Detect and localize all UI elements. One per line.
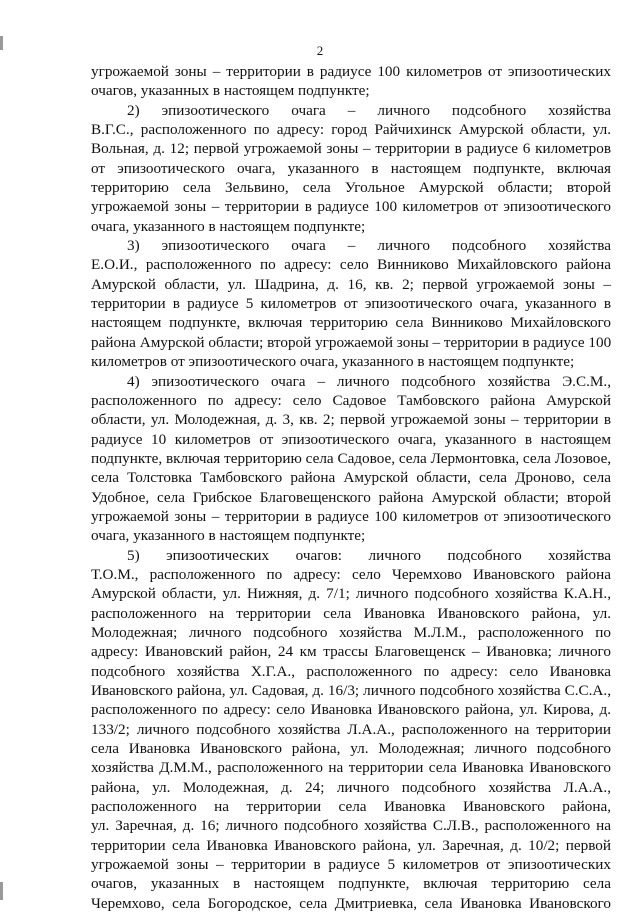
text-line: села Толстовка Тамбовского района Амурской области, села Дроново, села: [91, 469, 611, 487]
text-line: очагов, указанных в настоящем подпункте;: [91, 82, 370, 100]
text-line: радиусе 10 километров от эпизоотического очага, указанного в настоящем: [91, 430, 611, 448]
text-line: Амурской области, ул. Нижняя, д. 7/1; личного подсобного хозяйства К.А.Н.,: [91, 585, 611, 603]
text-line: угрожаемой зоны – территории в радиусе 100 километров от эпизоотических: [91, 63, 611, 80]
text-line: расположенного на территории села Ивановка Ивановского района, ул.: [91, 604, 611, 622]
text-line: километров от эпизоотического очага, указанного в настоящем подпункте;: [91, 353, 575, 371]
text-line: области, ул. Молодежная, д. 3, кв. 2; первой угрожаемой зоны – территории в: [91, 411, 611, 429]
text-line: Ивановского района, ул. Садовая, д. 16/3; личного подсобного хозяйства С.С.А.,: [91, 682, 611, 699]
text-line: В.Г.С., расположенного по адресу: город Райчихинск Амурской области, ул.: [91, 121, 611, 139]
document-body: [91, 62, 611, 913]
page-number: 2: [316, 43, 324, 58]
text-line: Молодежная; личного подсобного хозяйства М.Л.М., расположенного по: [91, 623, 611, 641]
text-line: района, ул. Молодежная, д. 24; личного подсобного хозяйства Л.А.А.,: [91, 778, 611, 796]
text-line: очага, указанного в настоящем подпункте;: [91, 527, 366, 545]
text-line: территории в радиусе 5 километров от эпизоотического очага, указанного в: [91, 295, 611, 313]
text-line: территории села Ивановка Ивановского района, ул. Заречная, д. 10/2; первой: [91, 836, 611, 854]
text-line: расположенного на территории села Ивановка Ивановского района,: [91, 798, 611, 816]
text-line: 2) эпизоотического очага – личного подсобного хозяйства: [127, 101, 611, 119]
text-line: адресу: Ивановский район, 24 км трассы Благовещенск – Ивановка; личного: [91, 643, 611, 661]
text-line: угрожаемой зоны – территории в радиусе 100 километров от эпизоотического: [91, 507, 611, 525]
text-line: хозяйства Д.М.М., расположенного на территории села Ивановка Ивановского: [91, 759, 611, 777]
text-line: очагов, указанных в настоящем подпункте, включая территорию села: [91, 875, 611, 893]
text-line: ул. Заречная, д. 16; личного подсобного хозяйства С.Л.В., расположенного на: [91, 817, 611, 835]
text-line: расположенного по адресу: село Ивановка Ивановского района, ул. Кирова, д.: [91, 701, 611, 719]
text-line: подпункте, включая территорию села Садовое, села Лермонтовка, села Лозовое,: [91, 449, 612, 467]
text-line: 4) эпизоотического очага – личного подсобного хозяйства Э.С.М.,: [127, 372, 611, 390]
text-line: Амурской области, ул. Шадрина, д. 16, кв. 2; первой угрожаемой зоны –: [91, 275, 611, 293]
text-line: 133/2; личного подсобного хозяйства Л.А.А., расположенного на территории: [91, 720, 611, 738]
text-line: подсобного хозяйства Х.Г.А., расположенного по адресу: село Ивановка: [91, 662, 611, 680]
text-line: очага, указанного в настоящем подпункте;: [91, 217, 366, 235]
text-line: Т.О.М., расположенного по адресу: село Черемхово Ивановского района: [91, 565, 611, 583]
text-line: 3) эпизоотического очага – личного подсобного хозяйства: [127, 237, 611, 255]
scan-edge-mark: [0, 882, 3, 900]
text-line: Вольная, д. 12; первой угрожаемой зоны – территории в радиусе 6 километров: [91, 140, 611, 158]
text-line: угрожаемой зоны – территории в радиусе 100 километров от эпизоотического: [91, 198, 611, 216]
text-line: 5) эпизоотических очагов: личного подсобного хозяйства: [127, 546, 611, 564]
text-line: села Ивановка Ивановского района, ул. Молодежная; личного подсобного: [91, 740, 611, 758]
text-line: от эпизоотического очага, указанного в настоящем подпункте, включая: [91, 159, 611, 177]
text-line: расположенного по адресу: село Садовое Тамбовского района Амурской: [91, 391, 611, 409]
text-line: территорию села Зельвино, села Угольное Амурской области; второй: [91, 179, 611, 197]
text-line: района Амурской области; второй угрожаемой зоны – территории в радиусе 100: [91, 333, 612, 351]
text-line: Удобное, села Грибское Благовещенского района Амурской области; второй: [91, 488, 611, 506]
text-line: угрожаемой зоны – территории в радиусе 5 километров от эпизоотических: [91, 856, 611, 874]
text-line: Черемхово, села Богородское, села Дмитриевка, села Ивановка Ивановского: [91, 894, 611, 912]
text-line: Е.О.И., расположенного по адресу: село Винниково Михайловского района: [91, 256, 611, 274]
text-line: настоящем подпункте, включая территорию села Винниково Михайловского: [91, 314, 611, 332]
